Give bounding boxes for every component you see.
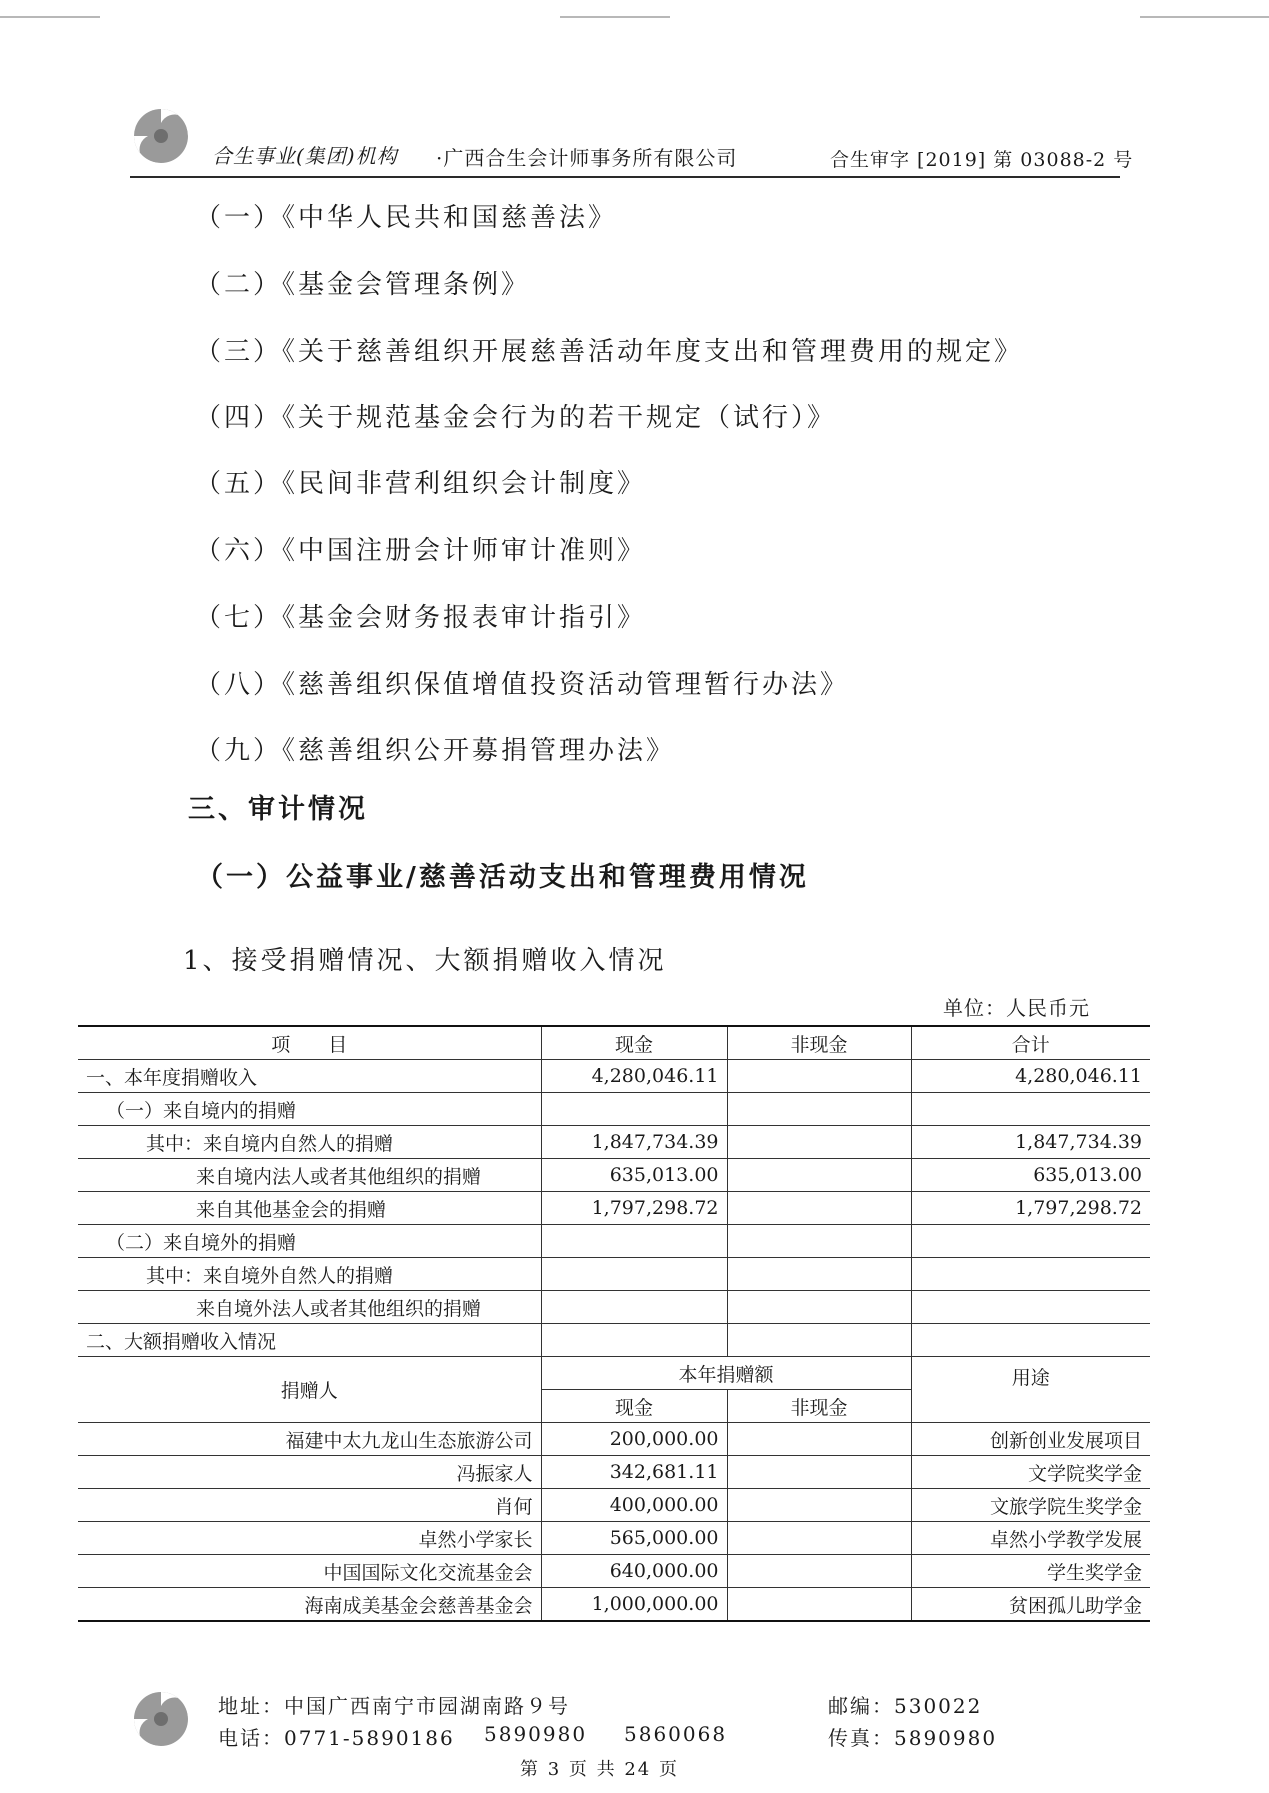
large-donation-row xyxy=(78,1489,1150,1522)
basis-item: （三）《关于慈善组织开展慈善活动年度支出和管理费用的规定》 xyxy=(195,337,1024,367)
unit-label: 单位：人民币元 xyxy=(943,996,1090,1020)
donor-name: 卓然小学家长 xyxy=(78,1522,541,1555)
large-donation-row xyxy=(78,1555,1150,1588)
scan-artifact xyxy=(560,16,670,18)
donor-cash: 400,000.00 xyxy=(541,1489,727,1522)
row-label: （一）来自境内的捐赠 xyxy=(78,1093,541,1126)
footer-phone-2: 5890980 xyxy=(484,1722,588,1746)
header-amount: 本年捐赠额 xyxy=(541,1357,911,1390)
header-divider xyxy=(130,176,1120,178)
large-donation-row xyxy=(78,1522,1150,1555)
header-cash: 现金 xyxy=(541,1390,727,1423)
header-purpose: 用途 xyxy=(911,1357,1150,1423)
report-number: 合生审字 [2019] 第 03088-2 号 xyxy=(830,149,1134,171)
section-heading: 三、审计情况 xyxy=(188,794,368,825)
header-donor: 捐赠人 xyxy=(78,1357,541,1423)
donor-noncash xyxy=(727,1555,911,1588)
row-cash: 1,797,298.72 xyxy=(541,1192,727,1225)
basis-item: （四）《关于规范基金会行为的若干规定（试行）》 xyxy=(195,403,837,433)
row-label: （二）来自境外的捐赠 xyxy=(78,1225,541,1258)
header-cash: 现金 xyxy=(541,1026,727,1060)
row-total xyxy=(911,1291,1150,1324)
footer-address: 地址：中国广西南宁市园湖南路９号 xyxy=(218,1694,570,1718)
large-donation-row xyxy=(78,1423,1150,1456)
table-row xyxy=(78,1126,1150,1159)
row-label: 二、大额捐赠收入情况 xyxy=(78,1324,541,1357)
donor-purpose: 创新创业发展项目 xyxy=(911,1423,1150,1456)
basis-item: （二）《基金会管理条例》 xyxy=(195,270,531,300)
row-label: 一、本年度捐赠收入 xyxy=(78,1060,541,1093)
basis-item: （五）《民间非营利组织会计制度》 xyxy=(195,469,647,499)
row-total: 4,280,046.11 xyxy=(911,1060,1150,1093)
row-cash xyxy=(541,1291,727,1324)
row-total xyxy=(911,1225,1150,1258)
basis-item: （六）《中国注册会计师审计准则》 xyxy=(195,536,647,566)
row-total: 1,797,298.72 xyxy=(911,1192,1150,1225)
donor-cash: 200,000.00 xyxy=(541,1423,727,1456)
page-number: 第 3 页 共 24 页 xyxy=(520,1759,679,1780)
row-noncash xyxy=(727,1192,911,1225)
row-cash: 635,013.00 xyxy=(541,1159,727,1192)
row-cash: 1,847,734.39 xyxy=(541,1126,727,1159)
header-item: 项 目 xyxy=(78,1026,541,1060)
table-row xyxy=(78,1291,1150,1324)
table-row xyxy=(78,1225,1150,1258)
row-noncash xyxy=(727,1324,911,1357)
donor-purpose: 贫困孤儿助学金 xyxy=(911,1588,1150,1622)
table-row xyxy=(78,1159,1150,1192)
scan-artifact xyxy=(1140,16,1269,18)
basis-item: （七）《基金会财务报表审计指引》 xyxy=(195,603,647,633)
row-noncash xyxy=(727,1060,911,1093)
basis-item: （九）《慈善组织公开募捐管理办法》 xyxy=(195,736,676,766)
large-donation-header-row xyxy=(78,1357,1150,1390)
donor-cash: 640,000.00 xyxy=(541,1555,727,1588)
row-noncash xyxy=(727,1159,911,1192)
donor-cash: 1,000,000.00 xyxy=(541,1588,727,1622)
row-noncash xyxy=(727,1225,911,1258)
row-label: 来自其他基金会的捐赠 xyxy=(78,1192,541,1225)
donor-noncash xyxy=(727,1423,911,1456)
donor-noncash xyxy=(727,1489,911,1522)
subsection-heading: （一）公益事业/慈善活动支出和管理费用情况 xyxy=(196,862,809,893)
row-noncash xyxy=(727,1291,911,1324)
row-cash: 4,280,046.11 xyxy=(541,1060,727,1093)
donation-table xyxy=(78,1025,1150,1622)
footer-postcode: 邮编：530022 xyxy=(828,1694,983,1718)
item-heading: 1、接受捐赠情况、大额捐赠收入情况 xyxy=(183,946,667,976)
table-row xyxy=(78,1060,1150,1093)
donor-name: 中国国际文化交流基金会 xyxy=(78,1555,541,1588)
donor-cash: 565,000.00 xyxy=(541,1522,727,1555)
row-noncash xyxy=(727,1126,911,1159)
header-noncash: 非现金 xyxy=(727,1026,911,1060)
row-label: 来自境内法人或者其他组织的捐赠 xyxy=(78,1159,541,1192)
basis-item: （一）《中华人民共和国慈善法》 xyxy=(195,203,618,233)
basis-item: （八）《慈善组织保值增值投资活动管理暂行办法》 xyxy=(195,670,850,700)
row-total xyxy=(911,1093,1150,1126)
row-total: 1,847,734.39 xyxy=(911,1126,1150,1159)
donor-name: 海南成美基金会慈善基金会 xyxy=(78,1588,541,1622)
donor-purpose: 卓然小学教学发展 xyxy=(911,1522,1150,1555)
table-row xyxy=(78,1093,1150,1126)
donor-name: 冯振家人 xyxy=(78,1456,541,1489)
row-cash xyxy=(541,1225,727,1258)
row-label: 来自境外法人或者其他组织的捐赠 xyxy=(78,1291,541,1324)
scan-artifact xyxy=(0,16,100,18)
row-total xyxy=(911,1258,1150,1291)
header-total: 合计 xyxy=(911,1026,1150,1060)
row-total: 635,013.00 xyxy=(911,1159,1150,1192)
footer-fax: 传真：5890980 xyxy=(828,1726,998,1750)
row-cash xyxy=(541,1258,727,1291)
donor-purpose: 文旅学院生奖学金 xyxy=(911,1489,1150,1522)
table-header-row xyxy=(78,1026,1150,1060)
donor-cash: 342,681.11 xyxy=(541,1456,727,1489)
row-cash xyxy=(541,1324,727,1357)
donor-noncash xyxy=(727,1456,911,1489)
row-noncash xyxy=(727,1258,911,1291)
donor-name: 肖何 xyxy=(78,1489,541,1522)
donor-noncash xyxy=(727,1522,911,1555)
firm-signature: 合生事业(集团)机构 xyxy=(212,144,398,168)
table-row xyxy=(78,1258,1150,1291)
large-donation-row xyxy=(78,1456,1150,1489)
firm-name: ·广西合生会计师事务所有限公司 xyxy=(436,146,738,170)
row-label: 其中：来自境外自然人的捐赠 xyxy=(78,1258,541,1291)
firm-logo-icon xyxy=(132,107,190,165)
header-noncash: 非现金 xyxy=(727,1390,911,1423)
donor-noncash xyxy=(727,1588,911,1622)
footer-logo-icon xyxy=(132,1690,190,1748)
footer-phone-3: 5860068 xyxy=(624,1722,728,1746)
footer-phone: 电话：0771-5890186 xyxy=(218,1726,455,1750)
row-cash xyxy=(541,1093,727,1126)
row-noncash xyxy=(727,1093,911,1126)
row-label: 其中：来自境内自然人的捐赠 xyxy=(78,1126,541,1159)
table-row xyxy=(78,1192,1150,1225)
donor-purpose: 学生奖学金 xyxy=(911,1555,1150,1588)
donor-purpose: 文学院奖学金 xyxy=(911,1456,1150,1489)
table-row xyxy=(78,1324,1150,1357)
row-total xyxy=(911,1324,1150,1357)
large-donation-row xyxy=(78,1588,1150,1622)
donor-name: 福建中太九龙山生态旅游公司 xyxy=(78,1423,541,1456)
